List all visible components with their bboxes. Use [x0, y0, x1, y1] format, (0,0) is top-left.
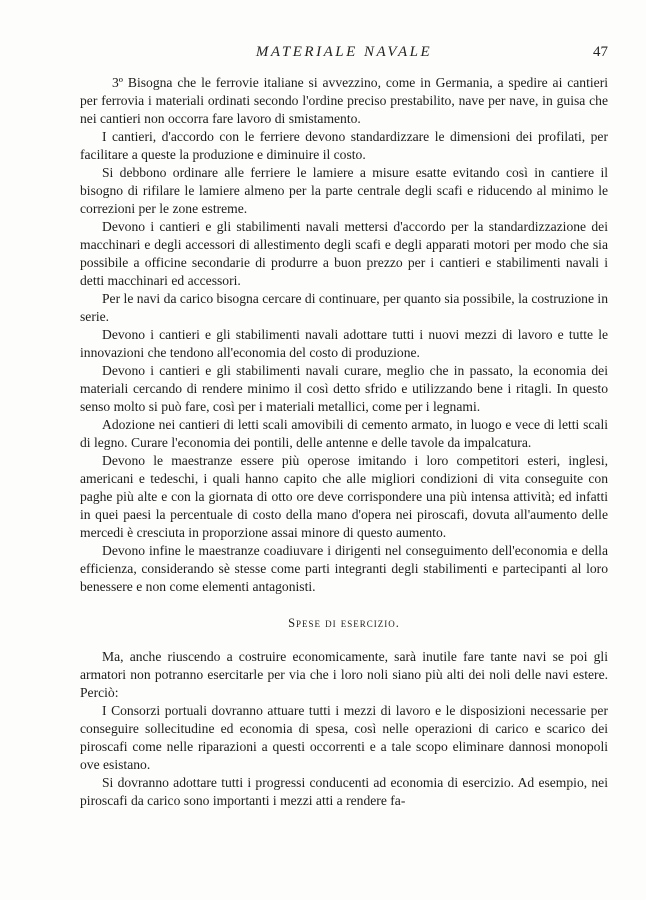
paragraph: Devono i cantieri e gli stabilimenti navali adottare tutti i nuovi mezzi di lavoro e tutte le innovazioni che tendono all'economia del costo di produzione. [80, 327, 608, 360]
paragraph: Adozione nei cantieri di letti scali amovibili di cemento armato, in luogo e vece di letti scali di legno. Curare l'economia dei pontili, delle antenne e delle tavole da impalcatura. [80, 417, 608, 450]
paragraph: Ma, anche riuscendo a costruire economicamente, sarà inutile fare tante navi se poi gli armatori non potranno esercitarle per via che i loro noli siano più alti dei noli delle navi estere. Perciò: [80, 649, 608, 700]
paragraph: Devono i cantieri e gli stabilimenti navali mettersi d'accordo per la standardizzazione dei macchinari e degli accessori di allestimento degli scafi e degli apparati motori per modo che sia possibile a officine secondarie di produrre a buon prezzo per i cantieri e stabilimenti navali i detti macchinari ed accessori. [80, 219, 608, 288]
paragraph: Si debbono ordinare alle ferriere le lamiere a misure esatte evitando così in cantiere il bisogno di rifilare le lamiere almeno per la parte centrale degli scafi e riducendo al minimo le correzioni per le zone estreme. [80, 165, 608, 216]
page-number: 47 [593, 44, 608, 60]
running-title: MATERIALE NAVALE [255, 44, 433, 60]
paragraph: I Consorzi portuali dovranno attuare tutti i mezzi di lavoro e le disposizioni necessarie per conseguire sollecitudine ed economia di spesa, così nelle operazioni di carico e scarico dei piroscafi come nelle riparazioni a questi occorrenti e a tale scopo eliminare dannosi monopoli ove esistano. [80, 703, 608, 772]
paragraph: 3º Bisogna che le ferrovie italiane si avvezzino, come in Germania, a spedire ai cantieri per ferrovia i materiali ordinati secondo l'ordine preciso prestabilito, nave per nave, in guisa che nei cantieri non occorra fare lavoro di smistamento. [80, 75, 608, 126]
paragraph: Devono i cantieri e gli stabilimenti navali curare, meglio che in passato, la economia dei materiali cercando di rendere minimo il così detto sfrido e utilizzando bene i ritagli. In questo senso molto si può fare, così per i materiali metallici, come per i legnami. [80, 363, 608, 414]
paragraph: Devono le maestranze essere più operose imitando i loro competitori esteri, inglesi, americani e tedeschi, i quali hanno capito che alle migliori condizioni di vita conseguite con paghe più alte e con la giornata di otto ore deve corrispondere una più intensa attività; ed infatti in quei paesi la percentuale di costo della mano d'opera nei piroscafi, dovuta all'aumento delle mercedi è cresciuta in proporzione assai minore di questo aumento. [80, 453, 608, 540]
paragraph: Devono infine le maestranze coadiuvare i dirigenti nel conseguimento dell'economia e della efficienza, considerando sè stesse come parti integranti degli stabilimenti e partecipanti al loro benessere e non come elementi antagonisti. [80, 543, 608, 594]
section-heading: Spese di esercizio. [288, 616, 400, 630]
body-text [80, 74, 608, 810]
running-header [80, 44, 608, 64]
paragraph: I cantieri, d'accordo con le ferriere devono standardizzare le dimensioni dei profilati, per facilitare a queste la produzione e diminuire il costo. [80, 129, 608, 162]
paragraph: Per le navi da carico bisogna cercare di continuare, per quanto sia possibile, la costruzione in serie. [80, 291, 608, 324]
paragraph: Si dovranno adottare tutti i progressi conducenti ad economia di esercizio. Ad esempio, nei piroscafi da carico sono importanti i mezzi atti a rendere fa- [80, 775, 608, 808]
